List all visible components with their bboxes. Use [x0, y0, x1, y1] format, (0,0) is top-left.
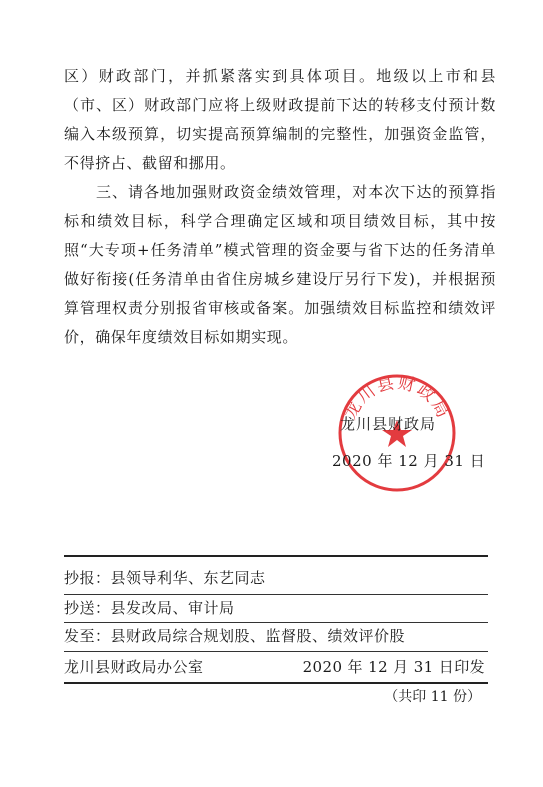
footer-divider-3: [64, 651, 488, 652]
footer-cc-send: 抄送：县发改局、审计局: [64, 599, 235, 617]
footer-distribute: 发至：县财政局综合规划股、监督股、绩效评价股: [64, 627, 406, 645]
footer-copies: （共印 11 份）: [384, 689, 481, 705]
signature-organization: 龙川县财政局: [340, 415, 437, 433]
footer-issuer: 龙川县财政局办公室: [64, 658, 204, 676]
footer-print-date: 2020 年 12 月 31 日印发: [302, 658, 485, 676]
footer-divider-1: [64, 594, 488, 595]
svg-text:龙川县财政局: 龙川县财政局: [340, 373, 454, 423]
signature-date: 2020 年 12 月 31 日: [332, 452, 486, 470]
footer-top-rule: [64, 555, 488, 557]
footer-cc-report: 抄报：县领导利华、东艺同志: [64, 569, 266, 587]
footer-divider-2: [64, 622, 488, 623]
body-paragraph-2: 三、请各地加强财政资金绩效管理，对本次下达的预算指标和绩效目标，科学合理确定区域和项目绩效目标，其中按照“大专项+任务清单”模式管理的资金要与省下达的任务清单做好衔接(任务清单由省住房城乡建设厅另行下发)，并根据预算管理权责分别报省审核或备案。加强绩效目标监控和绩效评价，确保年度绩效目标如期实现。: [64, 183, 496, 346]
body-paragraph-1: 区）财政部门，并抓紧落实到具体项目。地级以上市和县（市、区）财政部门应将上级财政提前下达的转移支付预计数编入本级预算，切实提高预算编制的完整性，加强资金监管，不得挤占、截留和挪用。: [64, 67, 496, 172]
footer-bottom-rule: [64, 682, 488, 684]
